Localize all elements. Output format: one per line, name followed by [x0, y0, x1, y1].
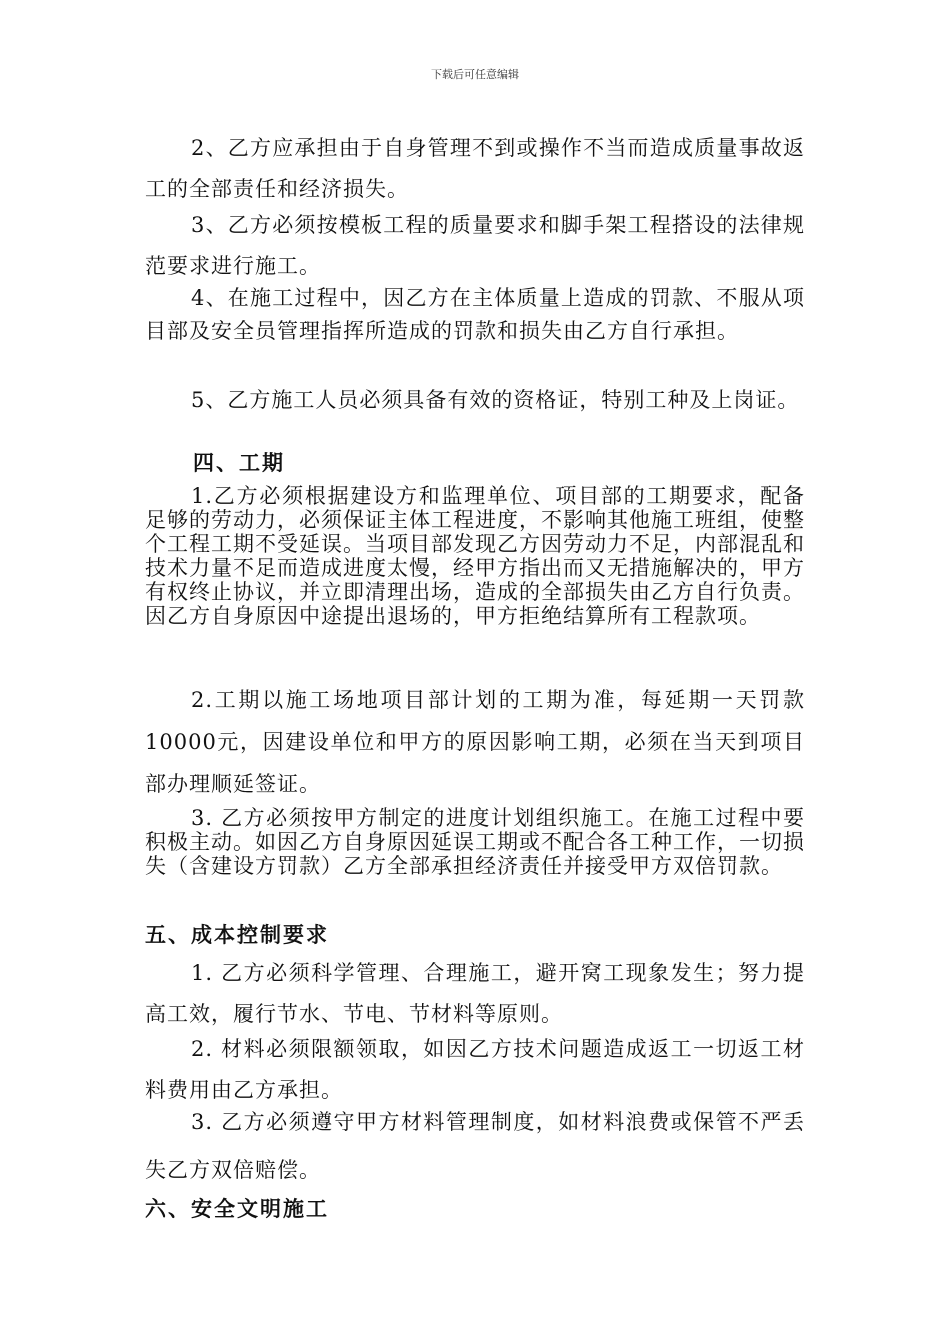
section-5-item-3: 3. 乙方必须遵守甲方材料管理制度，如材料浪费或保管不严丢失乙方双倍赔偿。 [145, 1110, 805, 1182]
paragraph-4: 4、在施工过程中，因乙方在主体质量上造成的罚款、不服从项目部及安全员管理指挥所造成的罚款和损失由乙方自行承担。 [145, 286, 805, 343]
paragraph-2: 2、乙方应承担由于自身管理不到或操作不当而造成质量事故返工的全部责任和经济损失。 [145, 136, 805, 201]
section-heading-4: 四、工期 [193, 451, 285, 475]
paragraph-5: 5、乙方施工人员必须具备有效的资格证，特别工种及上岗证。 [191, 388, 800, 412]
section-4-item-2: 2.工期以施工场地项目部计划的工期为准，每延期一天罚款10000元，因建设单位和甲方的原因影响工期，必须在当天到项目部办理顺延签证。 [145, 688, 805, 796]
section-5-item-1: 1. 乙方必须科学管理、合理施工，避开窝工现象发生；努力提高工效，履行节水、节电、节材料等原则。 [145, 961, 805, 1026]
section-heading-5: 五、成本控制要求 [145, 923, 329, 947]
page-header: 下载后可任意编辑 [431, 68, 519, 81]
section-4-item-3: 3. 乙方必须按甲方制定的进度计划组织施工。在施工过程中要积极主动。如因乙方自身原因延误工期或不配合各工种工作，一切损失（含建设方罚款）乙方全部承担经济责任并接受甲方双倍罚款。 [145, 806, 805, 878]
section-heading-6: 六、安全文明施工 [145, 1197, 329, 1221]
paragraph-3: 3、乙方必须按模板工程的质量要求和脚手架工程搭设的法律规范要求进行施工。 [145, 213, 805, 278]
section-4-item-1: 1.乙方必须根据建设方和监理单位、项目部的工期要求，配备足够的劳动力，必须保证主体工程进度，不影响其他施工班组，使整个工程工期不受延误。当项目部发现乙方因劳动力不足，内部混乱和技术力量不足而造成进度太慢，经甲方指出而又无措施解决的，甲方有权终止协议，并立即清理出场，造成的全部损失由乙方自行负责。因乙方自身原因中途提出退场的，甲方拒绝结算所有工程款项。 [145, 484, 805, 628]
section-5-item-2: 2. 材料必须限额领取，如因乙方技术问题造成返工一切返工材料费用由乙方承担。 [145, 1037, 805, 1102]
